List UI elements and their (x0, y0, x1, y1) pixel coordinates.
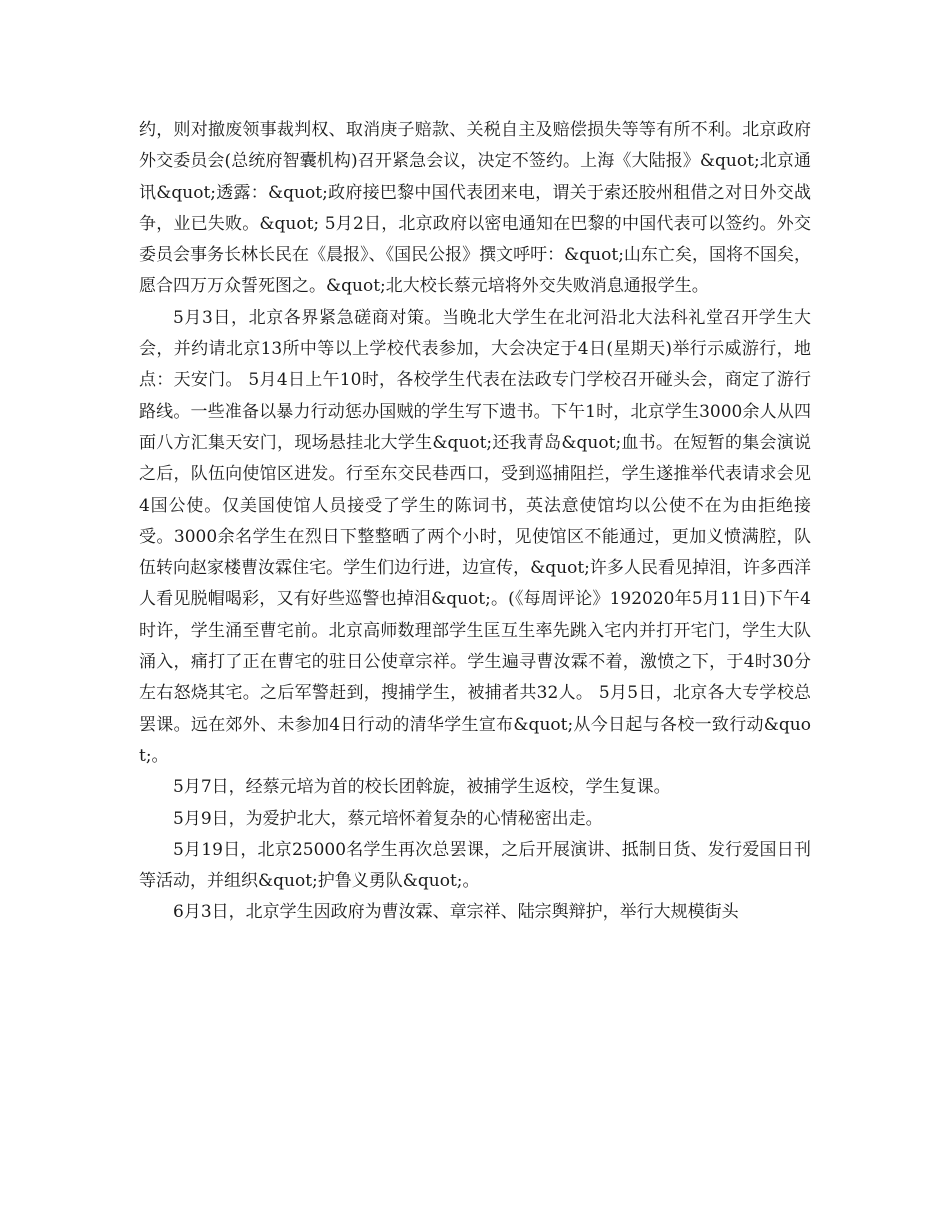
paragraph-may-19: 5月19日，北京25000名学生再次总罢课，之后开展演讲、抵制日货、发行爱国日刊等活动，并组织&quot;护鲁义勇队&quot;。 (139, 839, 811, 892)
paragraph-treaty-news: 约，则对撤废领事裁判权、取消庚子赔款、关税自主及赔偿损失等等有所不利。北京政府外交委员会(总统府智囊机构)召开紧急会议，决定不签约。上海《大陆报》&quot;北京通讯&quot;透露：&quot;政府接巴黎中国代表团来电，谓关于索还胶州租借之对日外交战争，业已失败。&quot; 5月2日，北京政府以密电通知在巴黎的中国代表可以签约。外交委员会事务长林长民在《晨报》、《国民公报》撰文呼吁：&quot;山东亡矣，国将不国矣，愿合四万万众誓死图之。&quot;北大校长蔡元培将外交失败消息通报学生。 (139, 120, 811, 297)
paragraph-june-3: 6月3日，北京学生因政府为曹汝霖、章宗祥、陆宗舆辩护，举行大规模街头 (173, 902, 739, 923)
paragraph-may-7: 5月7日，经蔡元培为首的校长团斡旋，被捕学生返校，学生复课。 (173, 777, 671, 798)
document-body (139, 115, 811, 929)
paragraph-may-3-4-protest: 5月3日，北京各界紧急磋商对策。当晚北大学生在北河沿北大法科礼堂召开学生大会，并约请北京13所中等以上学校代表参加，大会决定于4日(星期天)举行示威游行，地点：天安门。 5月4日上午10时，各校学生代表在法政专门学校召开碰头会，商定了游行路线。一些准备以暴力行动惩办国贼的学生写下遗书。下午1时，北京学生3000余人从四面八方汇集天安门，现场悬挂北大学生&quot;还我青岛&quot;血书。在短暂的集会演说之后，队伍向使馆区进发。行至东交民巷西口，受到巡捕阻拦，学生遂推举代表请求会见4国公使。仅美国使馆人员接受了学生的陈词书，英法意使馆均以公使不在为由拒绝接受。3000余名学生在烈日下整整晒了两个小时，见使馆区不能通过，更加义愤满腔，队伍转向赵家楼曹汝霖住宅。学生们边行进，边宣传，&quot;许多人民看见掉泪，许多西洋人看见脱帽喝彩，又有好些巡警也掉泪&quot;。(《每周评论》192020年5月11日)下午4时许，学生涌至曹宅前。北京高师数理部学生匡互生率先跳入宅内并打开宅门，学生大队涌入，痛打了正在曹宅的驻日公使章宗祥。学生遍寻曹汝霖不着，激愤之下，于4时30分左右怒烧其宅。之后军警赶到，搜捕学生，被捕者共32人。 5月5日，北京各大专学校总罢课。远在郊外、未参加4日行动的清华学生宣布&quot;从今日起与各校一致行动&quot;。 (139, 307, 811, 766)
paragraph-may-9: 5月9日，为爱护北大，蔡元培怀着复杂的心情秘密出走。 (173, 808, 603, 829)
